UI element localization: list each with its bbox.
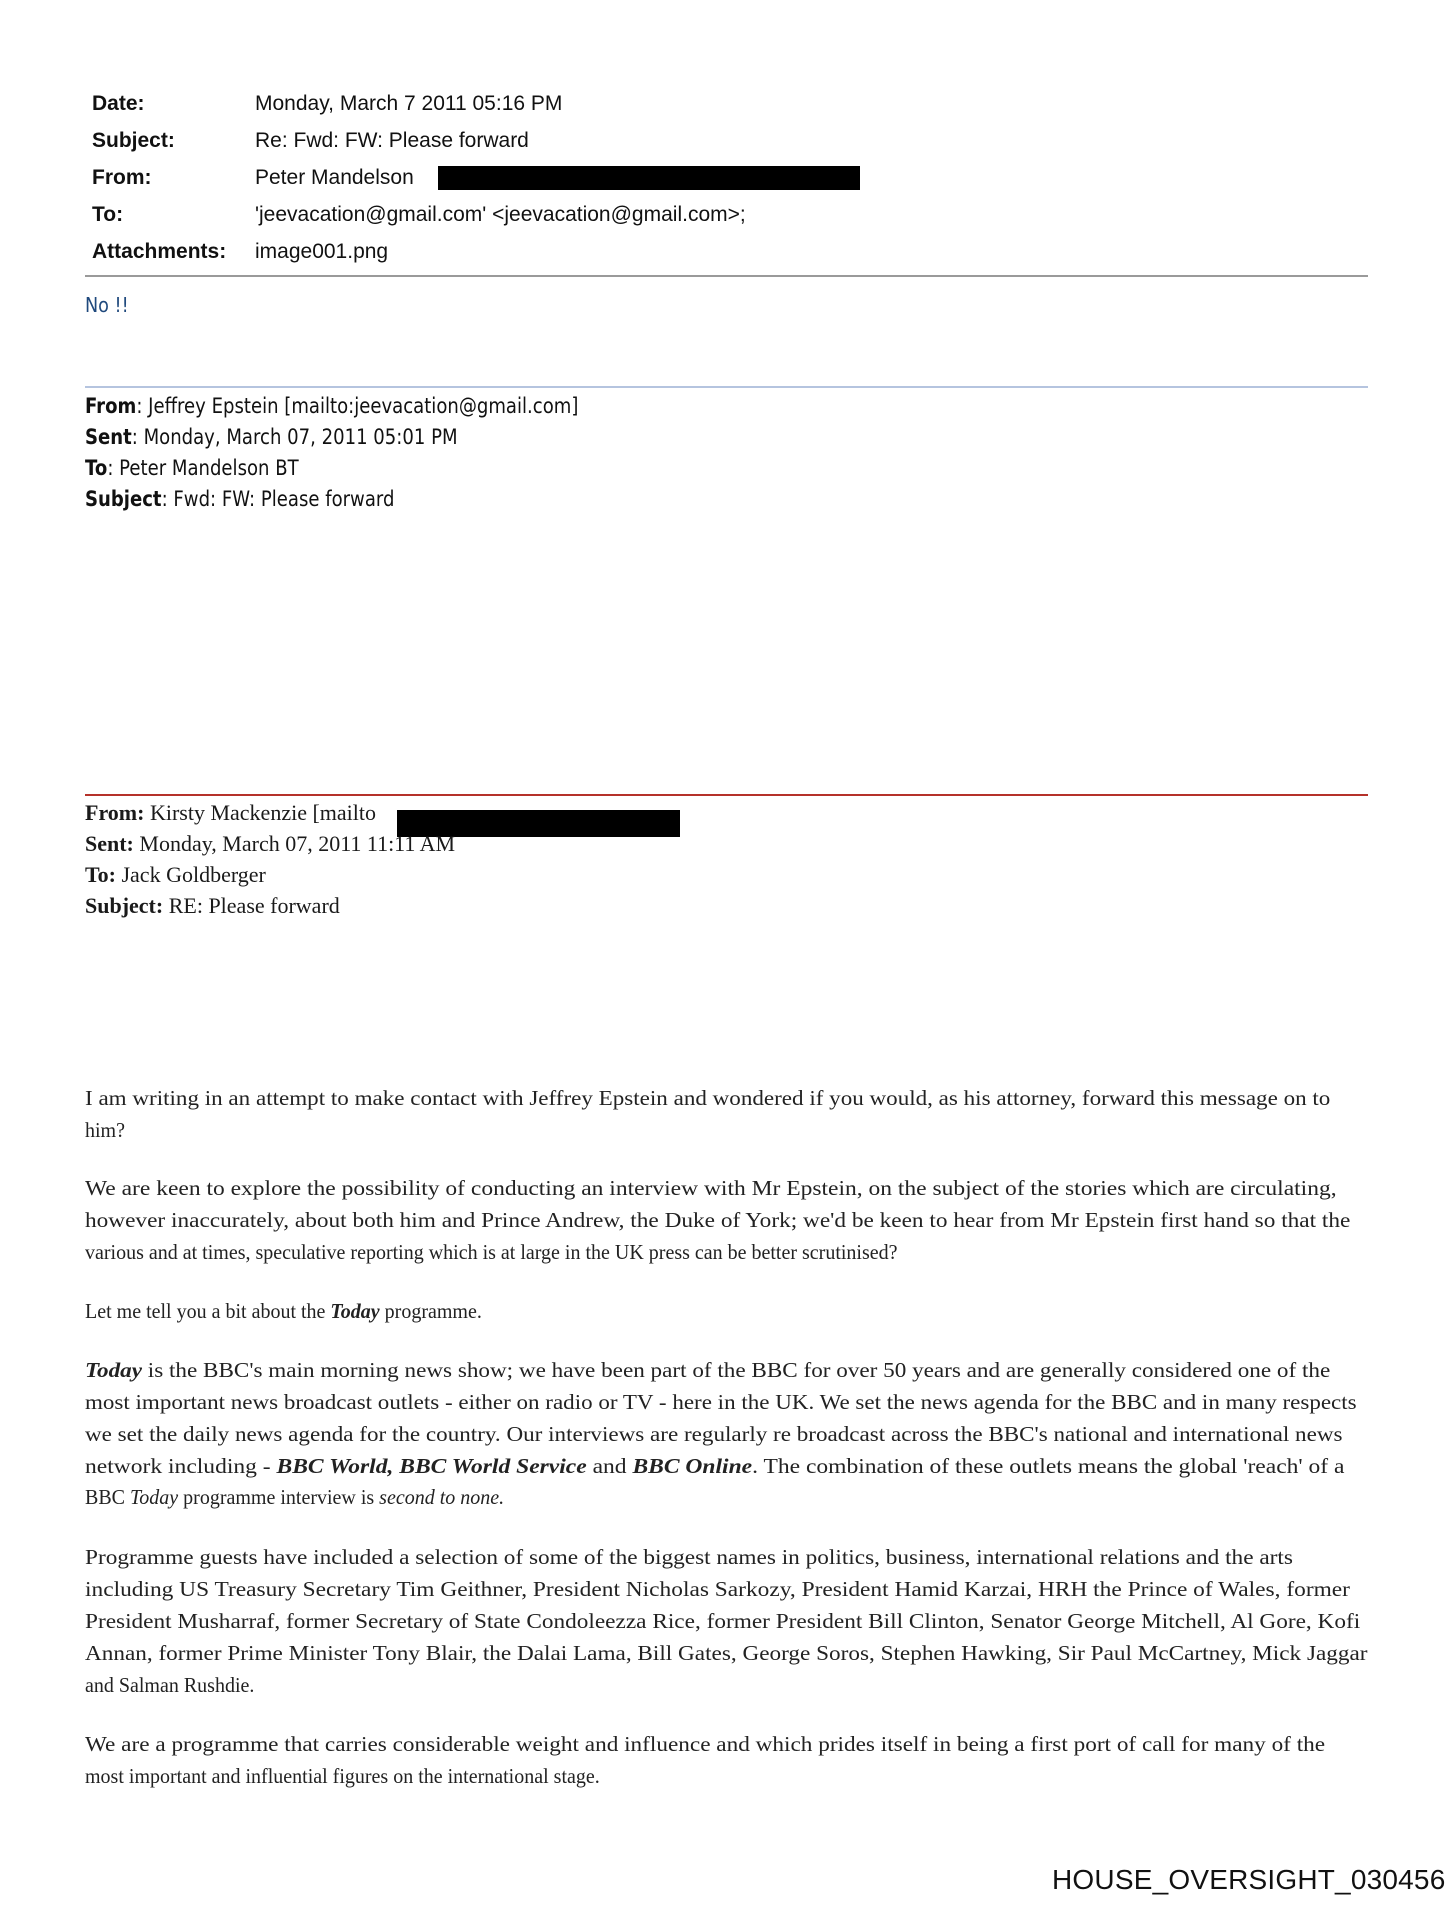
header-label: From:: [92, 166, 152, 189]
body-text: Annan, former Prime Minister Tony Blair, the Dalai Lama, Bill Gates, George Soros, Stephen Hawking, Sir Paul McCartney, Mick Jaggar: [85, 1641, 1368, 1665]
field-label: Sent: [85, 425, 132, 449]
body-text: President Musharraf, former Secretary of State Condoleezza Rice, former President Bill Clinton, Senator George Mitchell, Al Gore, Kofi: [85, 1609, 1361, 1633]
emphasis-text: Today: [330, 1299, 380, 1323]
body-text: is the BBC's main morning news show; we have been part of the BBC for over 50 years and are generally considered one of the: [141, 1358, 1331, 1382]
header-value: Monday, March 7 2011 05:16 PM: [255, 92, 563, 115]
body-line: [85, 1421, 1343, 1447]
field-label: From:: [85, 800, 145, 825]
body-line: [85, 1117, 125, 1143]
original-message-divider: [85, 794, 1368, 796]
body-text: and: [586, 1454, 633, 1478]
emphasis-text: Today: [85, 1358, 142, 1382]
body-text: him?: [85, 1118, 125, 1142]
body-text: network including -: [85, 1454, 277, 1478]
original-subject: [85, 893, 340, 919]
header-value: Peter Mandelson: [255, 166, 414, 189]
italic-text: second to none.: [379, 1485, 505, 1509]
body-text: Let me tell you a bit about the: [85, 1299, 331, 1323]
body-text: including US Treasury Secretary Tim Geithner, President Nicholas Sarkozy, President Hamid Karzai, HRH the Prince of Wales, former: [85, 1577, 1350, 1601]
field-value: Monday, March 07, 2011 11:11 AM: [133, 831, 456, 856]
body-line: [85, 1453, 1344, 1479]
header-value: Re: Fwd: FW: Please forward: [255, 129, 529, 152]
emphasis-text: BBC Online: [632, 1454, 753, 1478]
body-text: however inaccurately, about both him and Prince Andrew, the Duke of York; we'd be keen to hear from Mr Epstein first hand so that the: [85, 1208, 1351, 1232]
body-line: [85, 1484, 504, 1510]
body-text: most important news broadcast outlets - either on radio or TV - here in the UK. We set the news agenda for the BBC and in many respects: [85, 1390, 1357, 1414]
body-text: we set the daily news agenda for the country. Our interviews are regularly re broadcast across the BBC's national and international news: [85, 1422, 1343, 1446]
original-to: [85, 862, 266, 888]
redaction-box: [438, 166, 860, 190]
field-label: To:: [85, 862, 116, 887]
body-line: [85, 1672, 254, 1698]
body-line: [85, 1608, 1360, 1634]
field-value: : Jeffrey Epstein [mailto:jeevacation@gmail.com]: [136, 394, 579, 418]
body-line: [85, 1207, 1350, 1233]
body-line: [85, 1731, 1325, 1757]
header-row-attachments: [0, 240, 1453, 266]
field-value: : Peter Mandelson BT: [107, 456, 299, 480]
body-text: programme interview is: [178, 1485, 380, 1509]
emphasis-text: BBC World, BBC World Service: [276, 1454, 587, 1478]
body-line: [85, 1175, 1337, 1201]
field-value: : Monday, March 07, 2011 05:01 PM: [131, 425, 458, 449]
body-text: Programme guests have included a selection of some of the biggest names in politics, business, international relations and the arts: [85, 1545, 1293, 1569]
body-line: [85, 1389, 1357, 1415]
body-text: most important and influential figures on the international stage.: [85, 1764, 600, 1788]
body-text: . The combination of these outlets means the global 'reach' of a: [752, 1454, 1345, 1478]
body-text: various and at times, speculative reporting which is at large in the UK press can be better scrutinised?: [85, 1240, 898, 1264]
header-label: Attachments:: [92, 240, 227, 263]
original-from: [85, 800, 376, 826]
reply-text: No !!: [85, 293, 129, 317]
original-sent: [85, 831, 455, 857]
forwarded-subject: [85, 487, 394, 511]
body-line: [85, 1085, 1330, 1111]
body-line: [85, 1544, 1293, 1570]
field-label: Sent:: [85, 831, 134, 856]
header-row-date: [0, 92, 1453, 118]
header-label: Date:: [92, 92, 145, 115]
header-row-subject: [0, 129, 1453, 155]
header-value: 'jeevacation@gmail.com' <jeevacation@gmail.com>;: [255, 203, 746, 226]
forwarded-to: [85, 456, 299, 480]
attachment-link[interactable]: image001.png: [255, 240, 389, 263]
forwarded-sent: [85, 425, 458, 449]
body-text: We are a programme that carries considerable weight and influence and which prides itself in being a first port of call for many of the: [85, 1732, 1326, 1756]
body-text: We are keen to explore the possibility of conducting an interview with Mr Epstein, on the subject of the stories which are circulating,: [85, 1176, 1337, 1200]
forwarded-from: [85, 394, 578, 418]
body-text: and Salman Rushdie.: [85, 1673, 255, 1697]
header-row-to: [0, 203, 1453, 229]
header-divider: [85, 275, 1368, 277]
field-label: Subject:: [85, 893, 164, 918]
header-label: To:: [92, 203, 124, 226]
body-line: [85, 1357, 1330, 1383]
body-line: [85, 1640, 1368, 1666]
field-value: Kirsty Mackenzie [mailto: [144, 800, 377, 825]
field-label: To: [85, 456, 108, 480]
body-text: I am writing in an attempt to make contact with Jeffrey Epstein and wondered if you would, as his attorney, forward this message on to: [85, 1086, 1331, 1110]
body-line: [85, 1576, 1350, 1602]
reply-divider: [85, 386, 1368, 388]
body-line: [85, 1298, 482, 1324]
bates-number: HOUSE_OVERSIGHT_030456: [1052, 1864, 1446, 1895]
field-value: : Fwd: FW: Please forward: [161, 487, 395, 511]
field-label: From: [85, 394, 137, 418]
body-text: programme.: [379, 1299, 482, 1323]
italic-text: Today: [130, 1485, 179, 1509]
field-value: Jack Goldberger: [115, 862, 266, 887]
body-text: BBC: [85, 1485, 131, 1509]
field-label: Subject: [85, 487, 162, 511]
body-line: [85, 1763, 600, 1789]
header-label: Subject:: [92, 129, 175, 152]
field-value: RE: Please forward: [163, 893, 340, 918]
body-line: [85, 1239, 898, 1265]
